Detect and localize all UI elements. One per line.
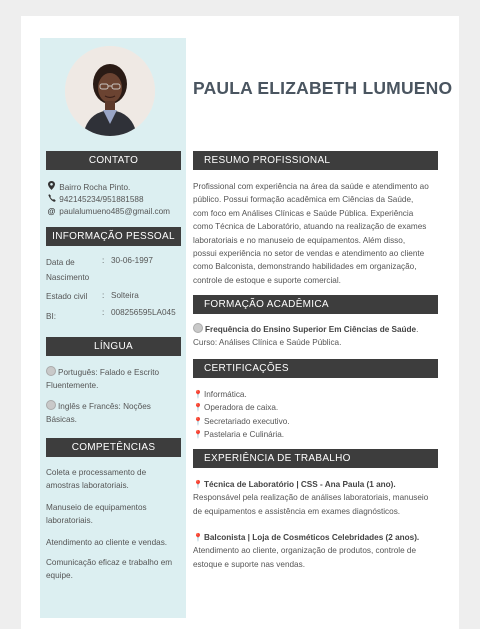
birth-sep: :: [102, 256, 105, 265]
job-entry: [193, 478, 443, 518]
certification-item: 📍Informática.: [193, 390, 247, 399]
birth-value: 30-06-1997: [111, 256, 153, 265]
language-item: [46, 400, 186, 427]
education-title: Frequência do Ensino Superior Em Ciências de Saúde: [205, 325, 417, 334]
experience-heading: EXPERIÊNCIA DE TRABALHO: [193, 449, 438, 468]
bullet-circle-icon: [46, 400, 56, 410]
at-sign-icon: @: [47, 207, 56, 216]
skill-item: [46, 536, 186, 549]
skill-item-line1: Atendimento ao cliente e vendas.: [46, 538, 168, 547]
certifications-heading: CERTIFICAÇÕES: [193, 359, 438, 378]
candidate-name: PAULA ELIZABETH LUMUENO: [193, 78, 453, 98]
summary-heading: RESUMO PROFISSIONAL: [193, 151, 438, 170]
skill-item-line2: laboratoriais.: [46, 516, 93, 526]
language-item-line1: Português: Falado e Escrito: [58, 368, 160, 377]
map-marker-icon: [46, 181, 57, 192]
contact-phone: [46, 194, 144, 204]
pin-icon: 📍: [193, 430, 203, 440]
certifications-list: [193, 388, 443, 442]
certification-item: 📍Operadora de caixa.: [193, 403, 279, 413]
pin-icon: 📍: [193, 403, 203, 413]
language-item-line2: Básicas.: [46, 415, 77, 425]
civil-label: Estado civil: [46, 292, 88, 301]
bi-label: BI:: [46, 312, 57, 321]
bi-sep: :: [102, 308, 105, 317]
job-description-line1: Atendimento ao cliente, organização de produtos, controle de: [193, 546, 417, 556]
pin-icon: 📍: [193, 390, 203, 399]
education-entry: Frequência do Ensino Superior Em Ciências de Saúde. Curso: Análises Clínica e Saúde Pública.: [193, 325, 419, 348]
skill-item-line1: Manuseio de equipamentos: [46, 503, 147, 512]
certification-item: 📍Secretariado executivo.: [193, 416, 290, 426]
education-heading: FORMAÇÃO ACADÊMICA: [193, 295, 438, 314]
contact-address: [46, 181, 130, 192]
skill-item-line1: Comunicação eficaz e trabalho em: [46, 558, 173, 567]
summary-text: Profissional com experiência na área da saúde e atendimento ao público. Possui formação acadêmica em Ciências da Saúde, com foco em Análises Clínicas e Saúde Pública. Experiência como Técnica de Laboratório, atuando na realização de exames laboratoriais e no manuseio de equipamentos. Além disso, possui experiência no setor de vendas e atendimento ao cliente como Balconista, demonstrando habilidades em organização, controle de estoque e suporte comercial.: [193, 182, 429, 285]
education-course: Curso: Análises Clínica e Saúde Pública.: [193, 338, 342, 348]
skill-item: [46, 556, 186, 583]
profile-photo: [65, 46, 155, 136]
certification-item: 📍Pastelaria e Culinária.: [193, 430, 285, 440]
bullet-circle-icon: [46, 366, 56, 376]
skill-item: [46, 501, 186, 528]
civil-sep: :: [102, 291, 105, 300]
skill-item: [46, 466, 186, 493]
job-title: Técnica de Laboratório | CSS - Ana Paula (1 ano).: [203, 480, 396, 489]
contact-email[interactable]: [46, 207, 170, 216]
job-description-line2: estoque e suporte nas vendas.: [193, 559, 305, 569]
contact-phone-text: 942145234/951881588: [59, 195, 144, 204]
job-title: Balconista | Loja de Cosméticos Celebridades (2 anos).: [203, 533, 420, 542]
language-heading: LÍNGUA: [46, 337, 181, 356]
bullet-circle-icon: [193, 323, 203, 333]
pin-icon: 📍: [193, 533, 203, 542]
pin-icon: 📍: [193, 480, 203, 489]
skill-item-line2: equipe.: [46, 571, 73, 581]
skill-item-line2: amostras laboratoriais.: [46, 481, 129, 491]
skills-heading: COMPETÊNCIAS: [46, 438, 181, 457]
civil-value: Solteira: [111, 291, 139, 300]
bi-value: 008256595LA045: [111, 308, 176, 317]
pin-icon: 📍: [193, 416, 203, 426]
language-item-line2: Fluentemente.: [46, 381, 99, 391]
phone-icon: [46, 194, 57, 204]
birth-label-line2: Nascimento: [46, 273, 90, 282]
personal-heading: INFORMAÇÃO PESSOAL: [46, 227, 181, 246]
contact-address-text: Bairro Rocha Pinto.: [59, 183, 131, 192]
job-description-line2: de equipamentos e assistência em exames diagnósticos.: [193, 506, 401, 516]
skill-item-line1: Coleta e processamento de: [46, 468, 147, 477]
job-description-line1: Responsável pela realização de análises laboratoriais, manuseio: [193, 493, 429, 503]
job-entry: [193, 531, 443, 571]
birth-label-line1: Data de: [46, 258, 75, 267]
language-item: [46, 366, 186, 393]
contact-email-text[interactable]: paulalumueno485@gmail.com: [59, 207, 171, 216]
language-item-line1: Inglês e Francês: Noções: [58, 402, 151, 411]
contact-heading: CONTATO: [46, 151, 181, 170]
